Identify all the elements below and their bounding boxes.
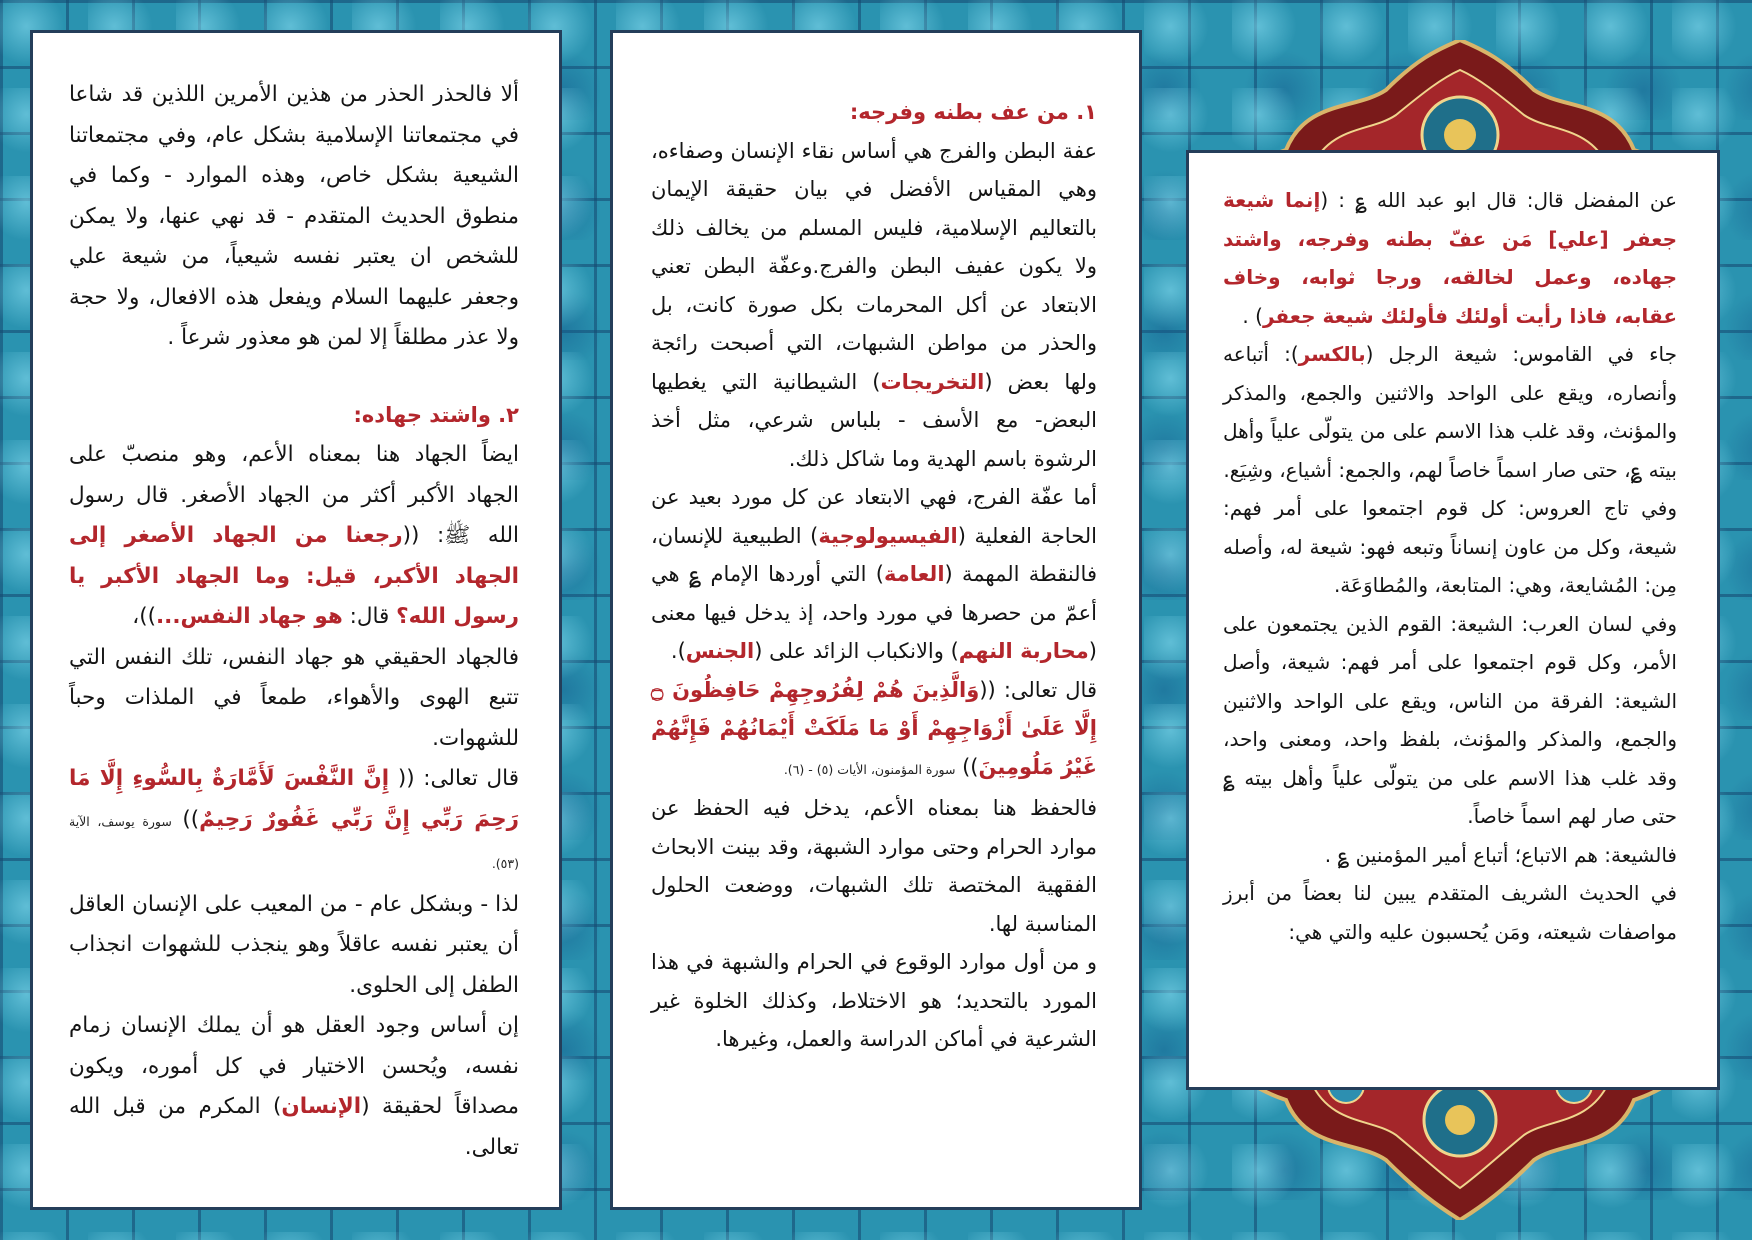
right-panel <box>1186 150 1720 1090</box>
middle-heading-chastity: ١. من عف بطنه وفرجه: <box>849 100 1097 124</box>
left-paragraph-mind: إن أساس وجود العقل هو أن يملك الإنسان زمام نفسه، ويُحسن الاختيار في كل أموره، ويكون مصداقاً لحقيقة (الإنسان) المكرم من قبل الله تعالى. <box>69 1013 519 1160</box>
left-paragraph-soul: فالجهاد الحقيقي هو جهاد النفس، تلك النفس التي تتبع الهوى والأهواء، طمعاً في الملذات وحباً للشهوات. <box>69 644 519 751</box>
left-quran-verse: قال تعالى: (( إِنَّ النَّفْسَ لَأَمَّارَةٌ بِالسُّوءِ إِلَّا مَا رَحِمَ رَبِّي إِنَّ رَبِّي غَفُورٌ رَحِيمٌ)) سورة يوسف، الآية (٥٣). <box>69 766 519 871</box>
middle-paragraph-chastity: أما عفّة الفرج، فهي الابتعاد عن كل مورد بعيد عن الحاجة الفعلية (الفيسيولوجية) الطبيعية للإنسان، فالنقطة المهمة (العامة) التي أوردها الإمام ؏ هي أعمّ من حصرها في مورد واحد، إذ يدخل فيها معنى (محاربة النهم) والانكباب الزائد على (الجنس). <box>651 485 1097 663</box>
right-hadith-paragraph: عن المفضل قال: قال ابو عبد الله ؏ : (إنما شيعة جعفر [علي] مَن عفّ بطنه وفرجه، واشتد جهاده، وعمل لخالقه، ورجا ثوابه، وخاف عقابه، فاذا رأيت أولئك فأولئك شيعة جعفر) . <box>1223 188 1678 328</box>
verse-reference: سورة المؤمنون، الأيات (٥) - (٦). <box>783 761 956 777</box>
right-hadith-intro: في الحديث الشريف المتقدم يبين لنا بعضاً من أبرز مواصفات شيعته، ومَن يُحسبون عليه والتي هي: <box>1223 881 1677 944</box>
middle-paragraph-mixing: و من أول موارد الوقوع في الحرام والشبهة في هذا المورد بالتحديد؛ هو الاختلاط، وكذلك الخلوة غير الشرعية في أماكن الدراسة والعمل، وغيرها. <box>651 950 1097 1051</box>
left-intro-paragraph: ألا فالحذر الحذر من هذين الأمرين اللذين قد شاعا في مجتمعاتنا الإسلامية بشكل عام، وفي مجتمعاتنا الشيعية بشكل خاص، وهذه الموارد - وكما في منطوق الحديث المتقدم - قد نهي عنها، ولا يمكن للشخص ان يعتبر نفسه شيعياً، من شيعة علي وجعفر عليهما السلام ويفعل هذه الافعال، ولا حجة ولا عذر مطلقاً إلا لمن هو معذور شرعاً . <box>69 82 519 350</box>
left-paragraph-jihad: ايضاً الجهاد هنا بمعناه الأعم، وهو منصبّ على الجهاد الأكبر أكثر من الجهاد الأصغر. قال رسول الله ﷺ: ((رجعنا من الجهاد الأصغر إلى الجهاد الأكبر، قيل: وما الجهاد الأكبر يا رسول الله؟ قال: هو جهاد النفس...))، <box>69 442 519 629</box>
middle-panel <box>610 30 1142 1210</box>
right-taj-paragraph: وفي تاج العروس: كل قوم اجتمعوا على أمر فهم: شيعة، وكل من عاون إنساناً وتبعه فهو: شيعة له، وأصله مِن: المُشايعة، وهي: المتابعة، والمُطاوَعَة. <box>1223 496 1677 597</box>
middle-paragraph-preserve: فالحفظ هنا بمعناه الأعم، يدخل فيه الحفظ عن موارد الحرام وحتى موارد الشبهة، وقد بينت الابحاث الفقهية المختصة تلك الشبهات، ووضعت الحلول المناسبة لها. <box>651 796 1097 936</box>
left-heading-jihad: ٢. واشتد جهاده: <box>353 402 519 427</box>
left-panel <box>30 30 562 1210</box>
right-shia-definition: فالشيعة: هم الاتباع؛ أتباع أمير المؤمنين ؏ . <box>1324 842 1677 867</box>
left-paragraph-shame: لذا - وبشكل عام - من المعيب على الإنسان العاقل أن يعتبر نفسه عاقلاً وهو ينجذب للشهوات انجذاب الطفل إلى الحلوى. <box>69 891 519 998</box>
right-lisan-paragraph: وفي لسان العرب: الشيعة: القوم الذين يجتمعون على الأمر، وكل قوم اجتمعوا على أمر فهم: شيعة، وأصل الشيعة: الفرقة من الناس، ويقع على الواحد والاثنين والجمع، والمذكر والمؤنث، بلفظ واحد، ومعنى واحد، وقد غلب هذا الاسم على من يتولّى علياً وأهل بيته ؏ حتى صار لهم اسماً خاصاً. <box>1223 611 1677 828</box>
verse-reference: سورة يوسف، الآية (٥٣). <box>69 813 519 871</box>
right-qamus-paragraph: جاء في القاموس: شيعة الرجل (بالكسر): أتباعه وأنصاره، ويقع على الواحد والاثنين والجمع، والمذكر والمؤنث، وقد غلب هذا الاسم على من يتولّى علياً وأهل بيته ؏، حتى صار اسماً خاصاً لهم، والجمع: أشياع، وشِيَع. <box>1223 342 1677 482</box>
middle-quran-verse: قال تعالى: ((وَالَّذِينَ هُمْ لِفُرُوجِهِمْ حَافِظُونَ ۝ إِلَّا عَلَىٰ أَزْوَاجِهِمْ أَوْ مَا مَلَكَتْ أَيْمَانُهُمْ فَإِنَّهُمْ غَيْرُ مَلُومِينَ)) سورة المؤمنون، الأيات (٥) - (٦). <box>651 677 1097 779</box>
middle-paragraph-belly: عفة البطن والفرج هي أساس نقاء الإنسان وصفاءه، وهي المقياس الأفضل في بيان حقيقة الإيمان بالتعاليم الإسلامية، فليس المسلم من يخالف ذلك ولا يكون عفيف البطن والفرج.وعفّة البطن تعني الابتعاد عن أكل المحرمات بكل صورة كانت، بل والحذر من مواطن الشبهات، التي أصبحت رائجة ولها بعض (التخريجات) الشيطانية التي يغطيها البعض- مع الأسف - بلباس شرعي، مثل أخذ الرشوة باسم الهدية وما شاكل ذلك. <box>651 138 1097 471</box>
